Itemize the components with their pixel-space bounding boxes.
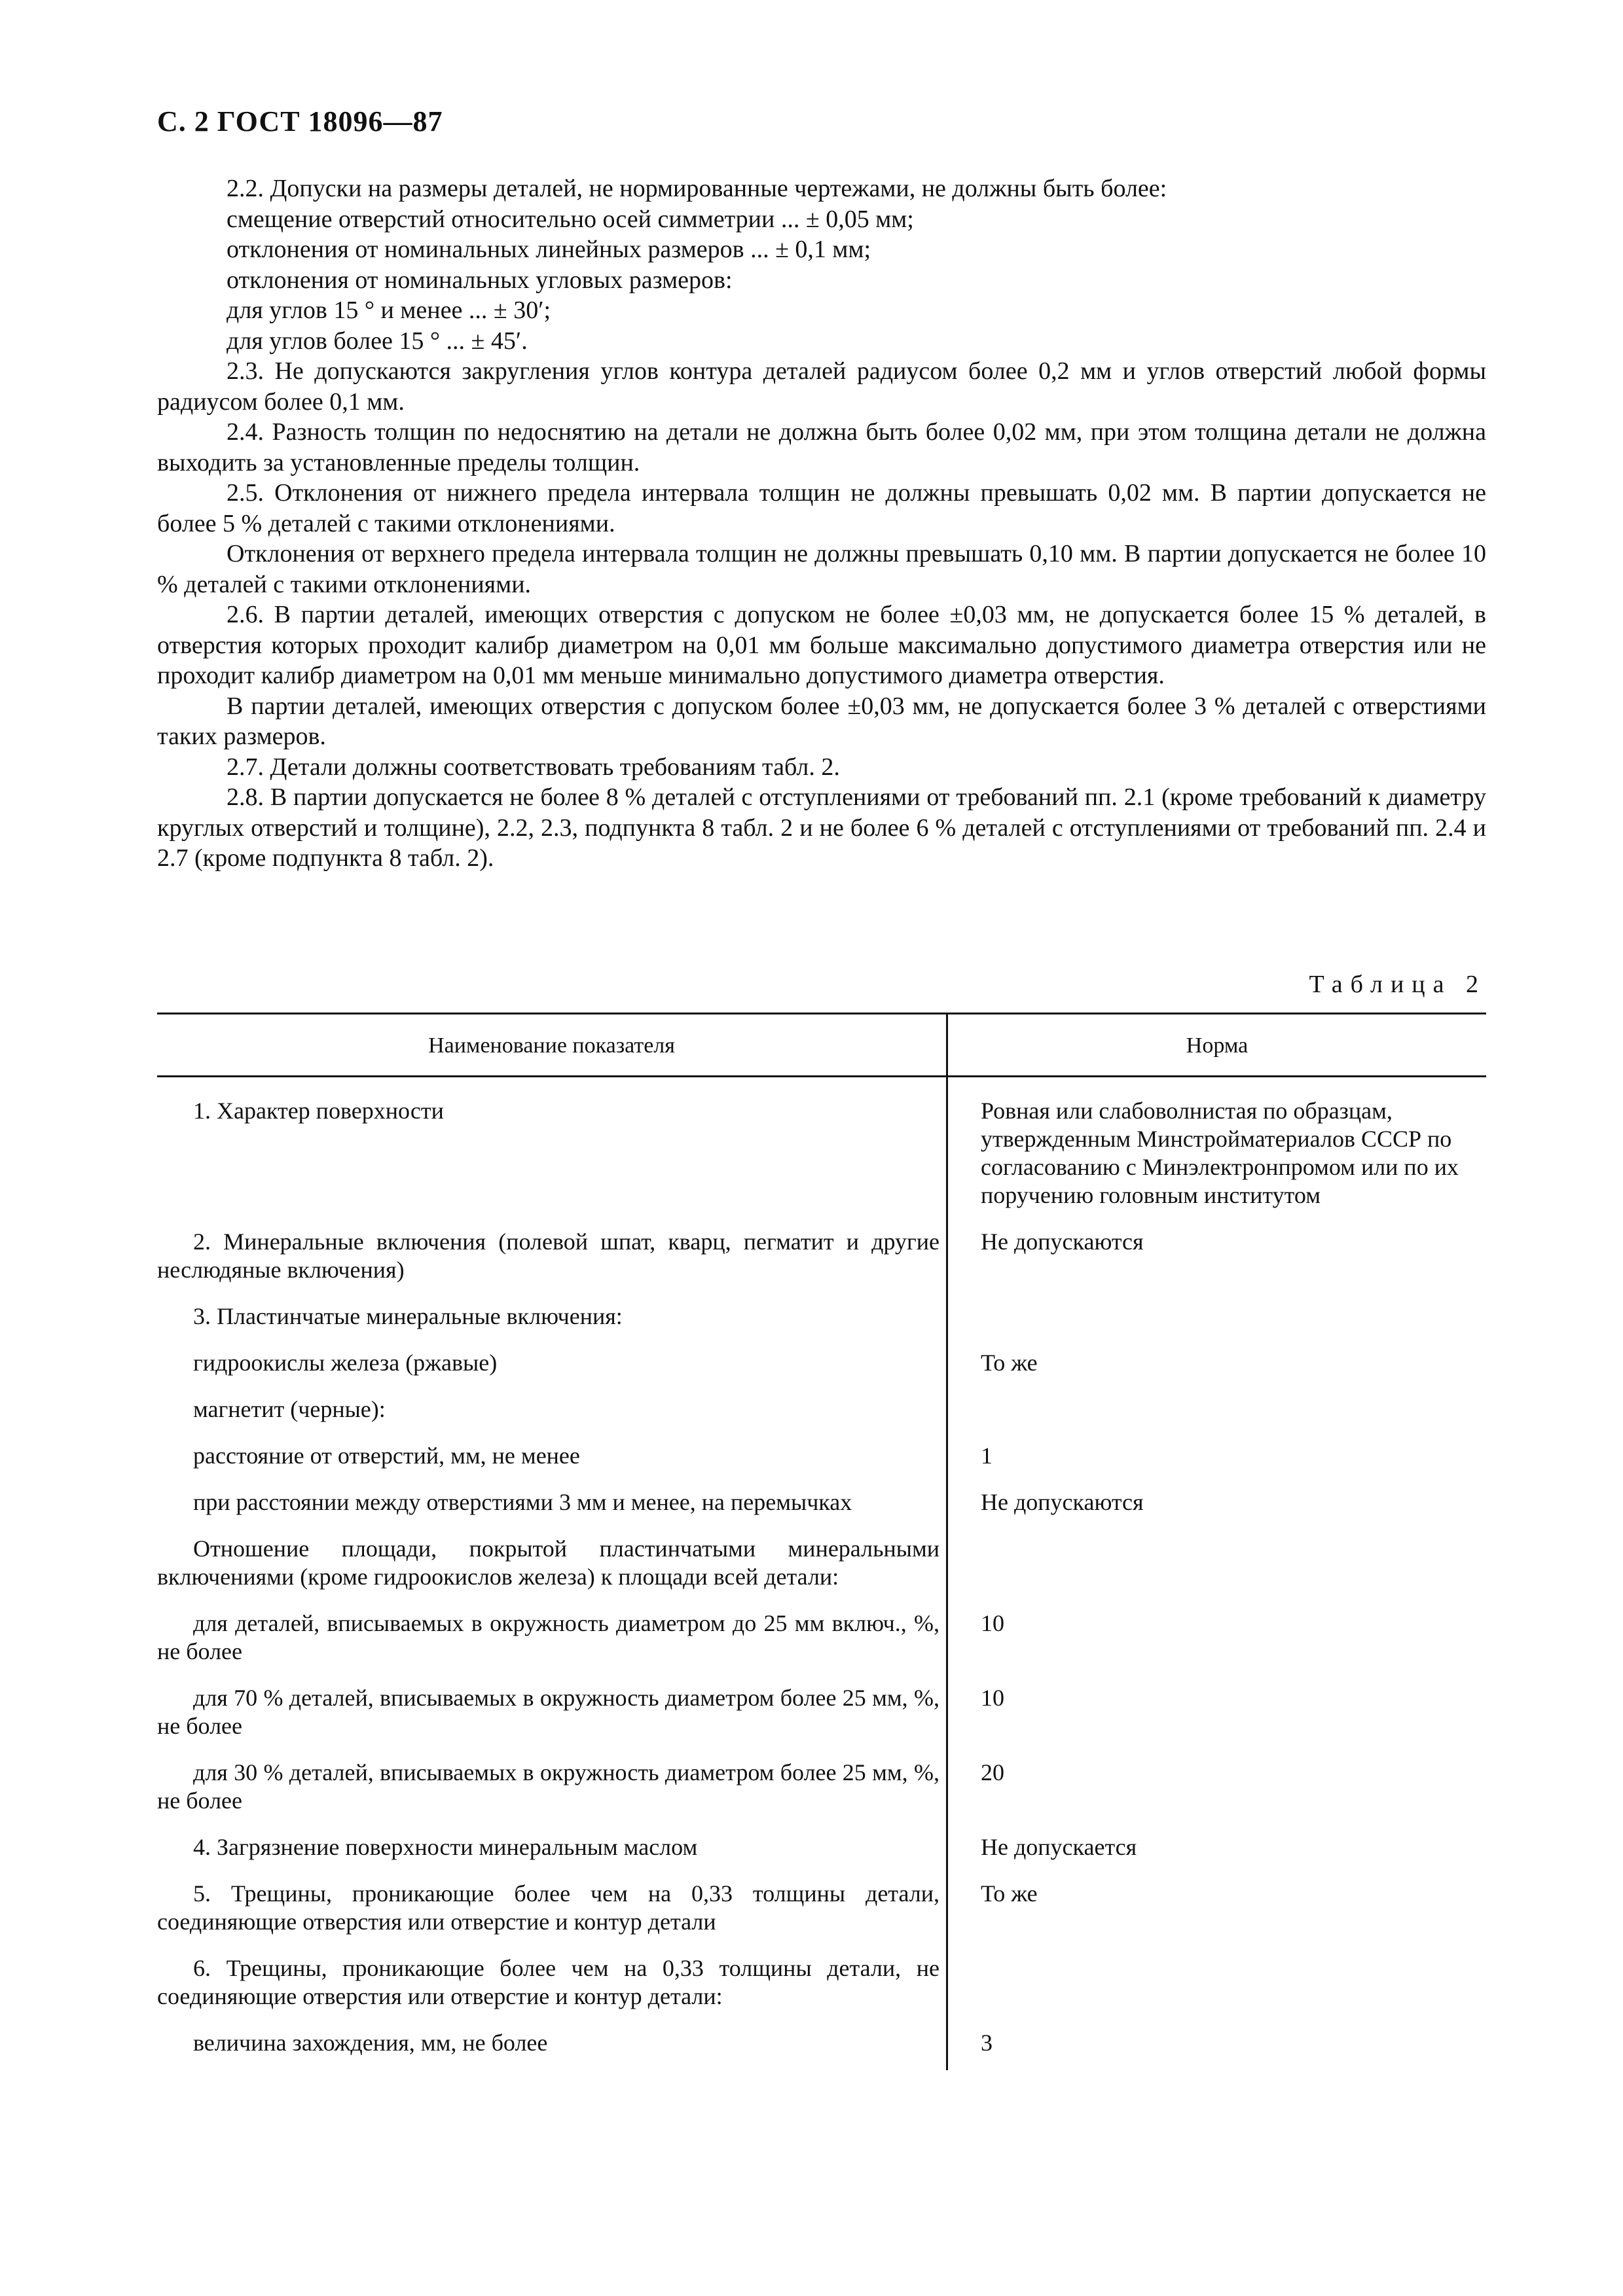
table-row bbox=[157, 1675, 1486, 1749]
table-row bbox=[157, 1526, 1486, 1600]
paragraph: 2.2. Допуски на размеры деталей, не нормированные чертежами, не должны быть более: bbox=[227, 175, 1167, 202]
indicator-cell bbox=[157, 1600, 947, 1675]
table-row bbox=[157, 1479, 1486, 1526]
table-row bbox=[157, 1293, 1486, 1340]
indicator-cell bbox=[157, 1293, 947, 1340]
indicator-cell bbox=[157, 2020, 947, 2070]
paragraph: 2.5. Отклонения от нижнего предела интервала толщин не должны превышать 0,02 мм. В партии допускается не более 5 % деталей с такими отклонениями. bbox=[157, 479, 1486, 537]
indicator-cell bbox=[157, 1871, 947, 1945]
norm-cell: 3 bbox=[981, 2030, 993, 2056]
table-row bbox=[157, 1219, 1486, 1293]
table-row bbox=[157, 1386, 1486, 1433]
paragraph: смещение отверстий относительно осей симметрии ... ± 0,05 мм; bbox=[227, 205, 914, 233]
table-row bbox=[157, 1824, 1486, 1871]
paragraph: 2.6. В партии деталей, имеющих отверстия с допуском не более ±0,03 мм, не допускается более 15 % деталей, в отверстия которых проходит калибр диаметром на 0,01 мм больше максимально допустимого диаметра отверстия или не проходит калибр диаметром на 0,01 мм меньше минимально допустимого диаметра отверстия. bbox=[157, 601, 1486, 689]
body-text bbox=[157, 173, 1486, 874]
indicator-cell bbox=[157, 1386, 947, 1433]
column-header-name: Наименование показателя bbox=[157, 1014, 947, 1077]
indicator-text: 2. Минеральные включения (полевой шпат, кварц, пегматит и другие неслюдяные включения) bbox=[157, 1229, 939, 1283]
table-row bbox=[157, 1600, 1486, 1675]
indicator-cell bbox=[157, 1433, 947, 1479]
indicator-cell bbox=[157, 1824, 947, 1871]
table-row bbox=[157, 1340, 1486, 1386]
table-container bbox=[157, 1013, 1486, 2070]
paragraph: отклонения от номинальных линейных размеров ... ± 0,1 мм; bbox=[227, 236, 871, 263]
norm-cell: 10 bbox=[981, 1685, 1004, 1711]
indicator-cell bbox=[157, 1945, 947, 2020]
paragraph: 2.4. Разность толщин по недоснятию на детали не должна быть более 0,02 мм, при этом толщина детали не должна выходить за установленные пределы толщин. bbox=[157, 418, 1486, 476]
indicator-text: расстояние от отверстий, мм, не менее bbox=[193, 1443, 580, 1469]
norm-cell: 20 bbox=[981, 1759, 1004, 1785]
indicator-text: при расстоянии между отверстиями 3 мм и менее, на перемычках bbox=[193, 1489, 852, 1515]
indicator-text: для 30 % деталей, вписываемых в окружность диаметром более 25 мм, %, не более bbox=[157, 1759, 939, 1814]
norm-cell: То же bbox=[981, 1880, 1038, 1907]
indicator-text: Отношение площади, покрытой пластинчатыми минеральными включениями (кроме гидроокислов железа) к площади всей детали: bbox=[157, 1535, 939, 1590]
column-header-norm: Норма bbox=[947, 1014, 1487, 1077]
norm-cell bbox=[947, 1945, 1487, 2020]
table-header-row bbox=[157, 1014, 1486, 1077]
paragraph: 2.7. Детали должны соответствовать требованиям табл. 2. bbox=[227, 753, 840, 781]
indicator-text: величина захождения, мм, не более bbox=[193, 2030, 548, 2056]
norm-cell bbox=[947, 1386, 1487, 1433]
norms-table bbox=[157, 1013, 1486, 2070]
indicator-text: 1. Характер поверхности bbox=[193, 1098, 444, 1124]
paragraph: 2.3. Не допускаются закругления углов контура деталей радиусом более 0,2 мм и углов отверстий любой формы радиусом более 0,1 мм. bbox=[157, 357, 1486, 416]
indicator-cell bbox=[157, 1749, 947, 1824]
paragraph: 2.8. В партии допускается не более 8 % деталей с отступлениями от требований пп. 2.1 (кроме требований к диаметру круглых отверстий и толщине), 2.2, 2.3, подпункта 8 табл. 2 и не более 6 % деталей с отступлениями от требований пп. 2.4 и 2.7 (кроме подпункта 8 табл. 2). bbox=[157, 783, 1486, 872]
table-label: Таблица 2 bbox=[1309, 971, 1486, 998]
indicator-cell bbox=[157, 1675, 947, 1749]
paragraph: для углов более 15 ° ... ± 45′. bbox=[227, 327, 528, 355]
indicator-text: магнетит (черные): bbox=[193, 1396, 386, 1422]
indicator-cell bbox=[157, 1526, 947, 1600]
indicator-cell bbox=[157, 1340, 947, 1386]
norm-cell: Не допускаются bbox=[981, 1229, 1144, 1255]
table-row bbox=[157, 1871, 1486, 1945]
norm-cell: 1 bbox=[981, 1443, 993, 1469]
indicator-cell bbox=[157, 1077, 947, 1219]
page-header: С. 2 ГОСТ 18096—87 bbox=[157, 105, 443, 137]
norm-cell: То же bbox=[981, 1350, 1038, 1376]
indicator-text: для деталей, вписываемых в окружность диаметром до 25 мм включ., %, не более bbox=[157, 1610, 939, 1664]
indicator-text: 6. Трещины, проникающие более чем на 0,33 толщины детали, не соединяющие отверстия или отверстие и контур детали: bbox=[157, 1955, 939, 2009]
table-row bbox=[157, 1077, 1486, 1219]
paragraph: для углов 15 ° и менее ... ± 30′; bbox=[227, 296, 551, 324]
paragraph: Отклонения от верхнего предела интервала толщин не должны превышать 0,10 мм. В партии допускается не более 10 % деталей с такими отклонениями. bbox=[157, 540, 1486, 598]
indicator-cell bbox=[157, 1219, 947, 1293]
table-row bbox=[157, 2020, 1486, 2070]
indicator-cell bbox=[157, 1479, 947, 1526]
norm-cell: Ровная или слабоволнистая по образцам, утвержденным Минстройматериалов СССР по согласованию с Минэлектронпромом или по их поручению головным институтом bbox=[981, 1098, 1459, 1208]
indicator-text: 3. Пластинчатые минеральные включения: bbox=[193, 1303, 623, 1329]
norm-cell: Не допускаются bbox=[981, 1489, 1144, 1515]
table-row bbox=[157, 1945, 1486, 2020]
paragraph: В партии деталей, имеющих отверстия с допуском более ±0,03 мм, не допускается более 3 % деталей с отверстиями таких размеров. bbox=[157, 692, 1486, 750]
indicator-text: для 70 % деталей, вписываемых в окружность диаметром более 25 мм, %, не более bbox=[157, 1685, 939, 1739]
indicator-text: гидроокислы железа (ржавые) bbox=[193, 1350, 498, 1376]
indicator-text: 4. Загрязнение поверхности минеральным маслом bbox=[193, 1834, 698, 1860]
norm-cell bbox=[947, 1526, 1487, 1600]
norm-cell bbox=[947, 1293, 1487, 1340]
norm-cell: 10 bbox=[981, 1610, 1004, 1636]
indicator-text: 5. Трещины, проникающие более чем на 0,33 толщины детали, соединяющие отверстия или отверстие и контур детали bbox=[157, 1880, 939, 1935]
table-row bbox=[157, 1749, 1486, 1824]
table-row bbox=[157, 1433, 1486, 1479]
paragraph: отклонения от номинальных угловых размеров: bbox=[227, 266, 733, 294]
norm-cell: Не допускается bbox=[981, 1834, 1137, 1860]
